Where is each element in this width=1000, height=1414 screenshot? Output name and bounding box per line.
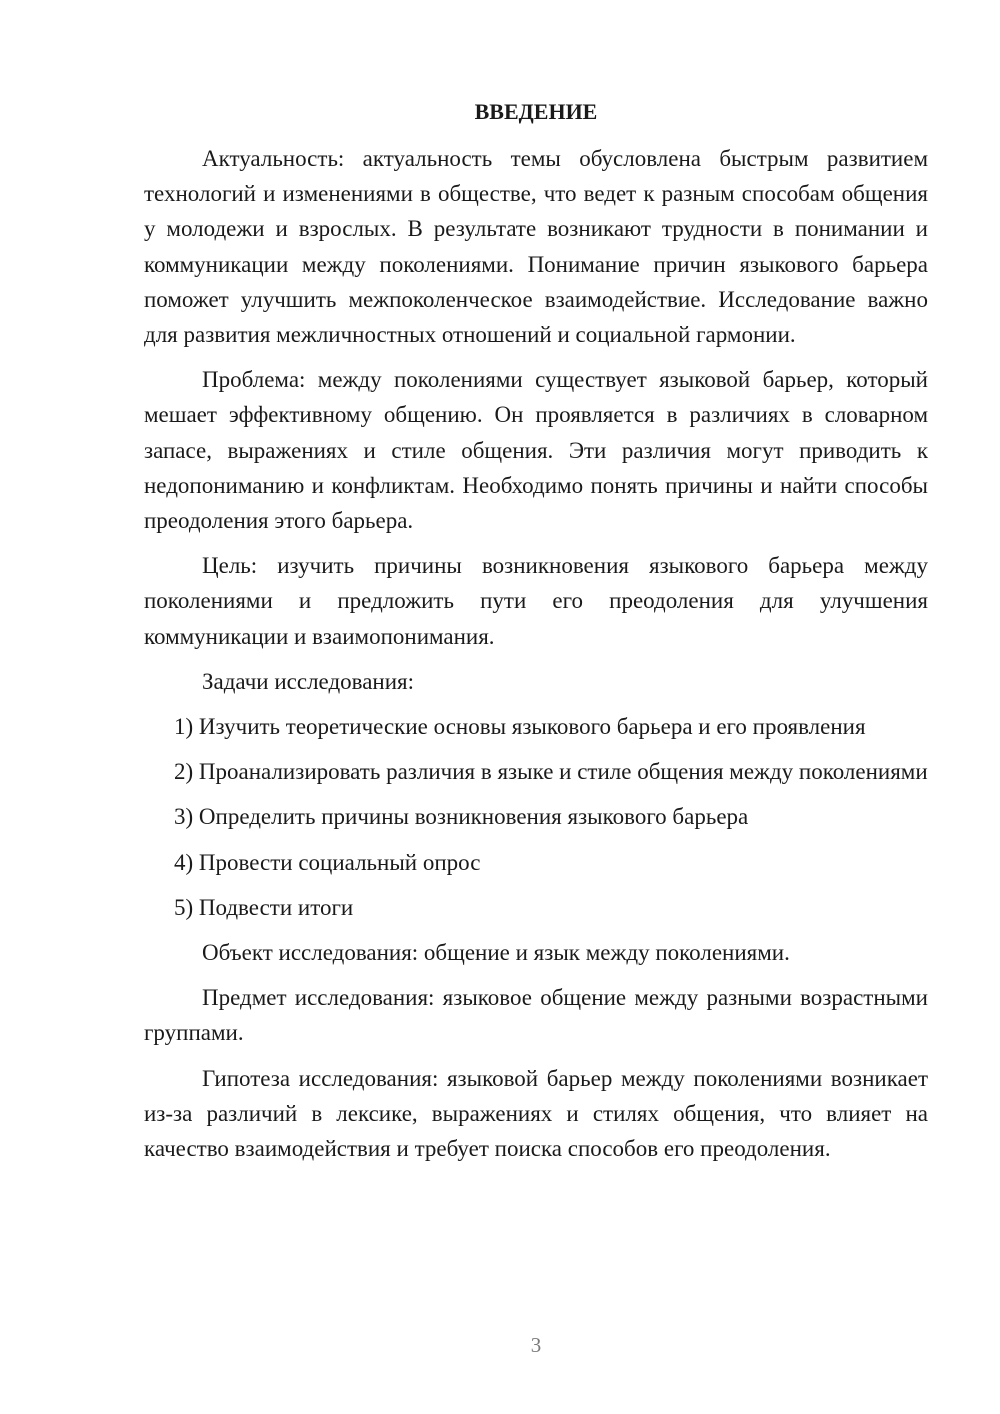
subject-paragraph: Предмет исследования: языковое общение между разными возрастными группами.	[144, 985, 928, 1046]
hypothesis-paragraph: Гипотеза исследования: языковой барьер между поколениями возникает из-за различий в лексике, выражениях и стилях общения, что влияет на качество взаимодействия и требует поиска способов его преодоления.	[144, 1065, 928, 1162]
tasks-heading: Задачи исследования:	[202, 668, 415, 694]
problem-paragraph: Проблема: между поколениями существует языковой барьер, который мешает эффективному общению. Он проявляется в различиях в словарном запасе, выражениях и стиле общения. Эти различия могут приводить к недопониманию и конфликтам. Необходимо понять причины и найти способы преодоления этого барьера.	[144, 367, 928, 534]
page-body	[144, 95, 928, 1176]
page-number: 3	[530, 1333, 542, 1357]
task-item-3: 3) Определить причины возникновения языкового барьера	[174, 804, 749, 830]
task-item-5: 5) Подвести итоги	[174, 894, 354, 920]
goal-paragraph: Цель: изучить причины возникновения языкового барьера между поколениями и предложить пути его преодоления для улучшения коммуникации и взаимопонимания.	[144, 553, 928, 649]
task-item-1: 1) Изучить теоретические основы языкового барьера и его проявления	[174, 714, 866, 740]
task-item-2: 2) Проанализировать различия в языке и стиле общения между поколениями	[174, 759, 928, 785]
relevance-paragraph: Актуальность: актуальность темы обусловлена быстрым развитием технологий и изменениями в обществе, что ведет к разным способам общения у молодежи и взрослых. В результате возникают трудности в понимании и коммуникации между поколениями. Понимание причин языкового барьера поможет улучшить межпоколенческое взаимодействие. Исследование важно для развития межличностных отношений и социальной гармонии.	[144, 146, 928, 348]
page-title: ВВЕДЕНИЕ	[474, 99, 598, 124]
task-item-4: 4) Провести социальный опрос	[174, 849, 481, 875]
object-paragraph: Объект исследования: общение и язык между поколениями.	[202, 940, 790, 966]
